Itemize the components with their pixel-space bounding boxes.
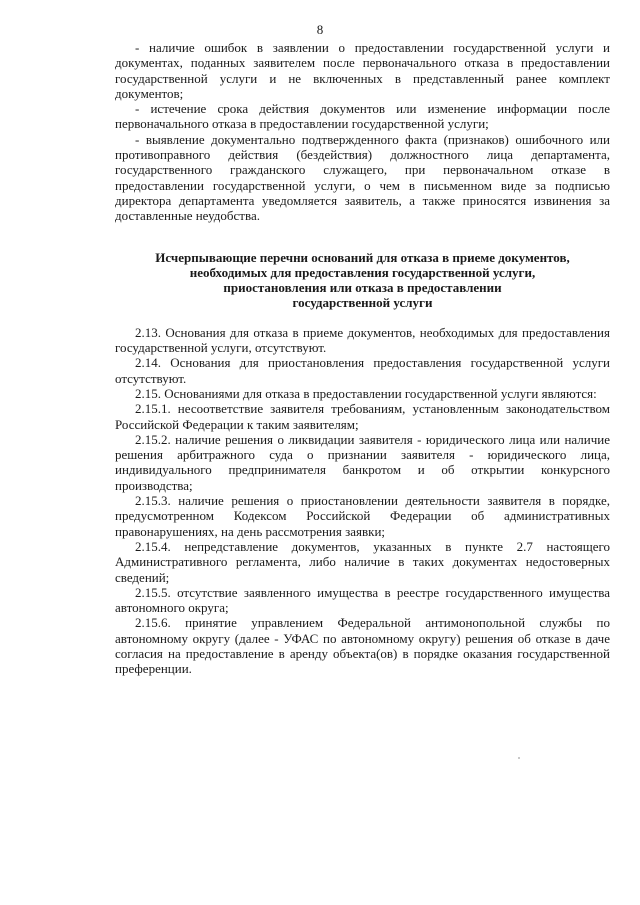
bullet-erroneous-action: - выявление документально подтвержденного факта (признаков) ошибочного или противоправного действия (бездействия) должностного лица департамента, государственного гражданского служащего, при первоначальном отказе в предоставлении государственной услуги, о чем в письменном виде за подписью директора департамента уведомляется заявитель, а также приносятся извинения за доставленные неудобства. xyxy=(115,131,610,224)
document-body xyxy=(115,40,610,677)
item-2-15-5: 2.15.5. отсутствие заявленного имущества в реестре государственного имущества автономного округа; xyxy=(115,584,610,616)
item-2-15-3: 2.15.3. наличие решения о приостановлении деятельности заявителя в порядке, предусмотренном Кодексом Российской Федерации об административных правонарушениях, на день рассмотрения заявки; xyxy=(115,493,610,539)
bullet-documents-expired: - истечение срока действия документов или изменение информации после первоначального отказа в предоставлении государственной услуги; xyxy=(115,101,610,132)
bullet-errors-in-application: - наличие ошибок в заявлении о предоставлении государственной услуги и документах, поданных заявителем после первоначального отказа в предоставлении государственной услуги и не включенных в представленный ранее комплект документов; xyxy=(115,40,610,101)
item-2-15-4: 2.15.4. непредставление документов, указанных в пункте 2.7 настоящего Административного регламента, либо наличие в таких документах недостоверных сведений; xyxy=(115,538,610,585)
heading-line: Исчерпывающие перечни оснований для отказа в приеме документов, xyxy=(155,249,570,265)
heading-line: государственной услуги xyxy=(292,295,433,311)
page-number: 8 xyxy=(316,22,324,37)
item-2-15-2: 2.15.2. наличие решения о ликвидации заявителя - юридического лица или наличие решения арбитражного суда о признании заявителя - юридического лица, индивидуального предпринимателя банкротом и об открытии конкурсного производства; xyxy=(115,431,610,493)
item-2-15-6: 2.15.6. принятие управлением Федеральной антимонопольной службы по автономному округу (далее - УФАС по автономному округу) решения об отказе в даче согласия на предоставление в аренду объекта(ов) в порядке оказания государственной преференции. xyxy=(115,615,610,677)
item-2-15-1: 2.15.1. несоответствие заявителя требованиям, установленным законодательством Российской Федерации к таким заявителям; xyxy=(115,401,610,432)
item-2-14: 2.14. Основания для приостановления предоставления государственной услуги отсутствуют. xyxy=(115,355,610,386)
item-2-13: 2.13. Основания для отказа в приеме документов, необходимых для предоставления государственной услуги, отсутствуют. xyxy=(115,324,610,356)
section-heading xyxy=(115,250,610,311)
scan-speck xyxy=(518,757,520,759)
heading-line: приостановления или отказа в предоставлении xyxy=(223,280,502,296)
heading-line: необходимых для предоставления государственной услуги, xyxy=(189,264,536,280)
item-2-15: 2.15. Основаниями для отказа в предоставлении государственной услуги являются: xyxy=(135,385,597,401)
